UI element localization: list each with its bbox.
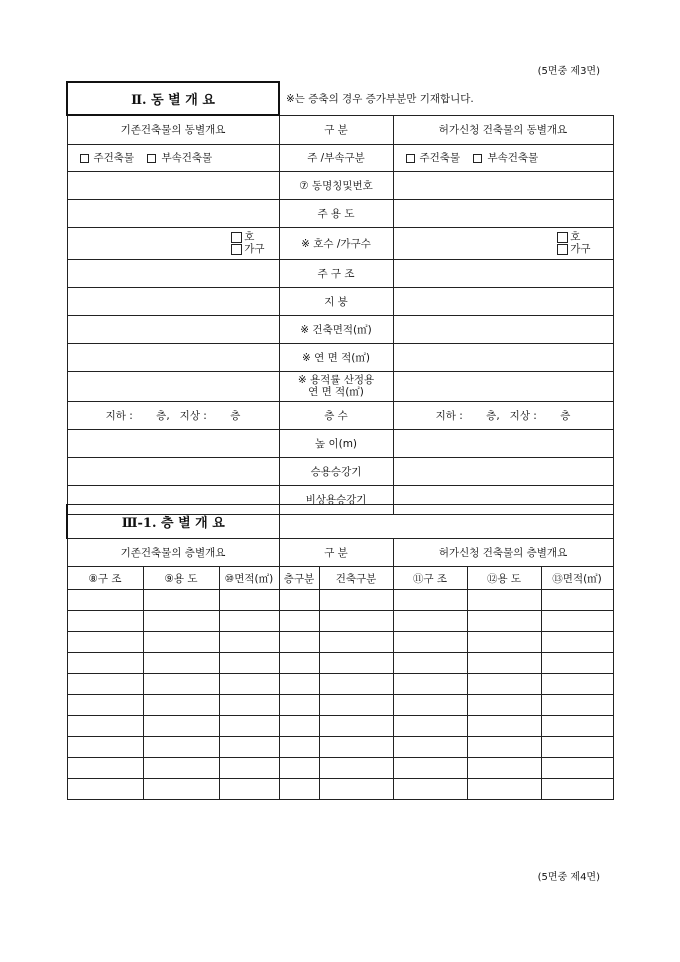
table-cell[interactable] [319,653,393,674]
table-cell[interactable] [319,779,393,800]
permit-header: 허가신청 건축물의 동별개요 [393,115,613,144]
existing-units: 호 가구 [67,227,279,259]
gagu-checkbox[interactable] [231,244,242,255]
table-cell[interactable] [541,674,613,695]
existing-header: 기존건축물의 동별개요 [67,115,279,144]
table-cell[interactable] [67,779,143,800]
row-label-building-area: ※ 건축면적(㎡) [279,315,393,343]
table-row [67,779,613,800]
table-cell[interactable] [143,758,219,779]
table-cell[interactable] [467,716,541,737]
table-cell[interactable] [279,737,319,758]
col-header-permit-area: ⑬면적(㎡) [541,567,613,590]
table-cell[interactable] [467,695,541,716]
col-header-permit-structure: ⑪구 조 [393,567,467,590]
table-cell[interactable] [279,716,319,737]
table-cell[interactable] [219,695,279,716]
table-cell[interactable] [279,779,319,800]
permit-far-area[interactable] [393,371,613,401]
table-cell[interactable] [541,590,613,611]
table-cell[interactable] [393,716,467,737]
table-row [67,695,613,716]
table-cell[interactable] [219,737,279,758]
section2-title: Ⅱ. 동 별 개 요 [131,93,215,108]
permit-building-name[interactable] [393,171,613,199]
table-row [67,758,613,779]
existing-building-area[interactable] [67,315,279,343]
table-cell[interactable] [393,737,467,758]
row-label-far-area: ※ 용적률 산정용 연 면 적(㎡) [279,371,393,401]
table-cell[interactable] [67,653,143,674]
table-cell[interactable] [467,590,541,611]
table-cell[interactable] [219,611,279,632]
table-cell[interactable] [67,674,143,695]
section2-title-cell [67,82,279,115]
main-building-checkbox[interactable] [80,154,89,163]
table-cell[interactable] [279,674,319,695]
table-cell[interactable] [393,779,467,800]
row-label-floors: 층 수 [279,401,393,429]
table-cell[interactable] [67,737,143,758]
table-cell[interactable] [393,611,467,632]
existing-main-use[interactable] [67,199,279,227]
table-cell[interactable] [143,590,219,611]
table-cell[interactable] [541,611,613,632]
table-cell[interactable] [143,653,219,674]
row-label-roof: 지 붕 [279,287,393,315]
table-cell[interactable] [393,695,467,716]
table-cell[interactable] [219,758,279,779]
col-header-floor-type: 층구분 [279,567,319,590]
table-cell[interactable] [219,716,279,737]
permit-roof[interactable] [393,287,613,315]
table-cell[interactable] [319,737,393,758]
table-cell[interactable] [219,653,279,674]
col-header-area: ⑩면적(㎡) [219,567,279,590]
table-cell[interactable] [143,611,219,632]
page-header: (5면중 제3면) [537,66,600,77]
col-header-structure: ⑧구 조 [67,567,143,590]
section3-title: Ⅲ-1. 층 별 개 요 [121,516,225,531]
table-cell[interactable] [541,653,613,674]
row-label-building-name: ⑦ 동명칭및번호 [279,171,393,199]
permit-floors[interactable]: 지하 : 층, 지상 : 층 [393,401,613,429]
permit-main-building-checkbox[interactable] [406,154,415,163]
table-row [67,632,613,653]
table-cell[interactable] [143,674,219,695]
existing-building-name[interactable] [67,171,279,199]
table-cell[interactable] [279,590,319,611]
col-header-use: ⑨용 도 [143,567,219,590]
table-cell[interactable] [219,590,279,611]
table-cell[interactable] [467,737,541,758]
floor-overview-table [66,504,614,800]
floor-existing-header: 기존건축물의 층별개요 [67,539,279,567]
section2-note: ※는 증축의 경우 증가부분만 기재합니다. [279,82,613,115]
table-cell[interactable] [219,674,279,695]
table-row [67,653,613,674]
permit-gagu-checkbox[interactable] [557,244,568,255]
table-cell[interactable] [279,695,319,716]
table-cell[interactable] [143,716,219,737]
table-cell[interactable] [279,632,319,653]
table-cell[interactable] [467,611,541,632]
permit-sub-building-checkbox[interactable] [473,154,482,163]
ho-checkbox[interactable] [231,232,242,243]
table-cell[interactable] [67,758,143,779]
floor-category-header: 구 분 [279,539,393,567]
table-cell[interactable] [393,758,467,779]
table-cell[interactable] [319,716,393,737]
permit-height[interactable] [393,429,613,457]
existing-main-sub: 주건축물 부속건축물 [67,144,279,171]
table-cell[interactable] [393,632,467,653]
table-row [67,611,613,632]
table-cell[interactable] [467,758,541,779]
table-cell[interactable] [67,590,143,611]
page-footer: (5면중 제4면) [537,872,600,883]
permit-main-use[interactable] [393,199,613,227]
table-cell[interactable] [393,674,467,695]
sub-building-checkbox[interactable] [147,154,156,163]
table-cell[interactable] [143,779,219,800]
existing-passenger-elevator[interactable] [67,457,279,485]
permit-passenger-elevator[interactable] [393,457,613,485]
row-label-units: ※ 호수 /가구수 [279,227,393,259]
table-cell[interactable] [319,590,393,611]
table-cell[interactable] [143,695,219,716]
table-cell[interactable] [319,611,393,632]
existing-total-floor-area[interactable] [67,343,279,371]
table-row [67,716,613,737]
table-cell[interactable] [467,632,541,653]
col-header-permit-use: ⑫용 도 [467,567,541,590]
existing-structure[interactable] [67,259,279,287]
table-cell[interactable] [467,779,541,800]
table-row [67,590,613,611]
permit-ho-checkbox[interactable] [557,232,568,243]
table-cell[interactable] [393,653,467,674]
table-cell[interactable] [541,695,613,716]
table-row [67,674,613,695]
table-cell[interactable] [393,590,467,611]
permit-building-area[interactable] [393,315,613,343]
table-cell[interactable] [319,758,393,779]
building-overview-table [66,81,614,515]
row-label-structure: 주 구 조 [279,259,393,287]
table-cell[interactable] [219,632,279,653]
table-cell[interactable] [541,758,613,779]
row-label-main-use: 주 용 도 [279,199,393,227]
col-header-build-type: 건축구분 [319,567,393,590]
table-cell[interactable] [319,632,393,653]
table-cell[interactable] [67,716,143,737]
table-cell[interactable] [541,737,613,758]
table-cell[interactable] [67,695,143,716]
table-cell[interactable] [67,632,143,653]
existing-roof[interactable] [67,287,279,315]
table-cell[interactable] [67,611,143,632]
existing-far-area[interactable] [67,371,279,401]
table-cell[interactable] [319,695,393,716]
permit-structure[interactable] [393,259,613,287]
table-row [67,737,613,758]
existing-height[interactable] [67,429,279,457]
table-cell[interactable] [467,653,541,674]
row-label-main-sub: 주 /부속구분 [279,144,393,171]
table-cell[interactable] [541,779,613,800]
row-label-total-floor-area: ※ 연 면 적(㎡) [279,343,393,371]
floor-permit-header: 허가신청 건축물의 층별개요 [393,539,613,567]
table-cell[interactable] [467,674,541,695]
permit-total-floor-area[interactable] [393,343,613,371]
table-cell[interactable] [143,737,219,758]
table-cell[interactable] [219,779,279,800]
section3-title-blank [279,505,613,539]
row-label-emergency-elevator: 비상용승강기 [279,485,393,514]
row-label-passenger-elevator: 승용승강기 [279,457,393,485]
table-cell[interactable] [541,632,613,653]
table-cell[interactable] [279,758,319,779]
table-cell[interactable] [279,611,319,632]
permit-main-sub: 주건축물 부속건축물 [393,144,613,171]
row-label-height: 높 이(m) [279,429,393,457]
table-cell[interactable] [319,674,393,695]
permit-units: 호 가구 [393,227,613,259]
category-header: 구 분 [279,115,393,144]
table-cell[interactable] [279,653,319,674]
table-cell[interactable] [541,716,613,737]
table-cell[interactable] [143,632,219,653]
existing-floors[interactable]: 지하 : 층, 지상 : 층 [67,401,279,429]
section3-title-cell [67,505,279,539]
